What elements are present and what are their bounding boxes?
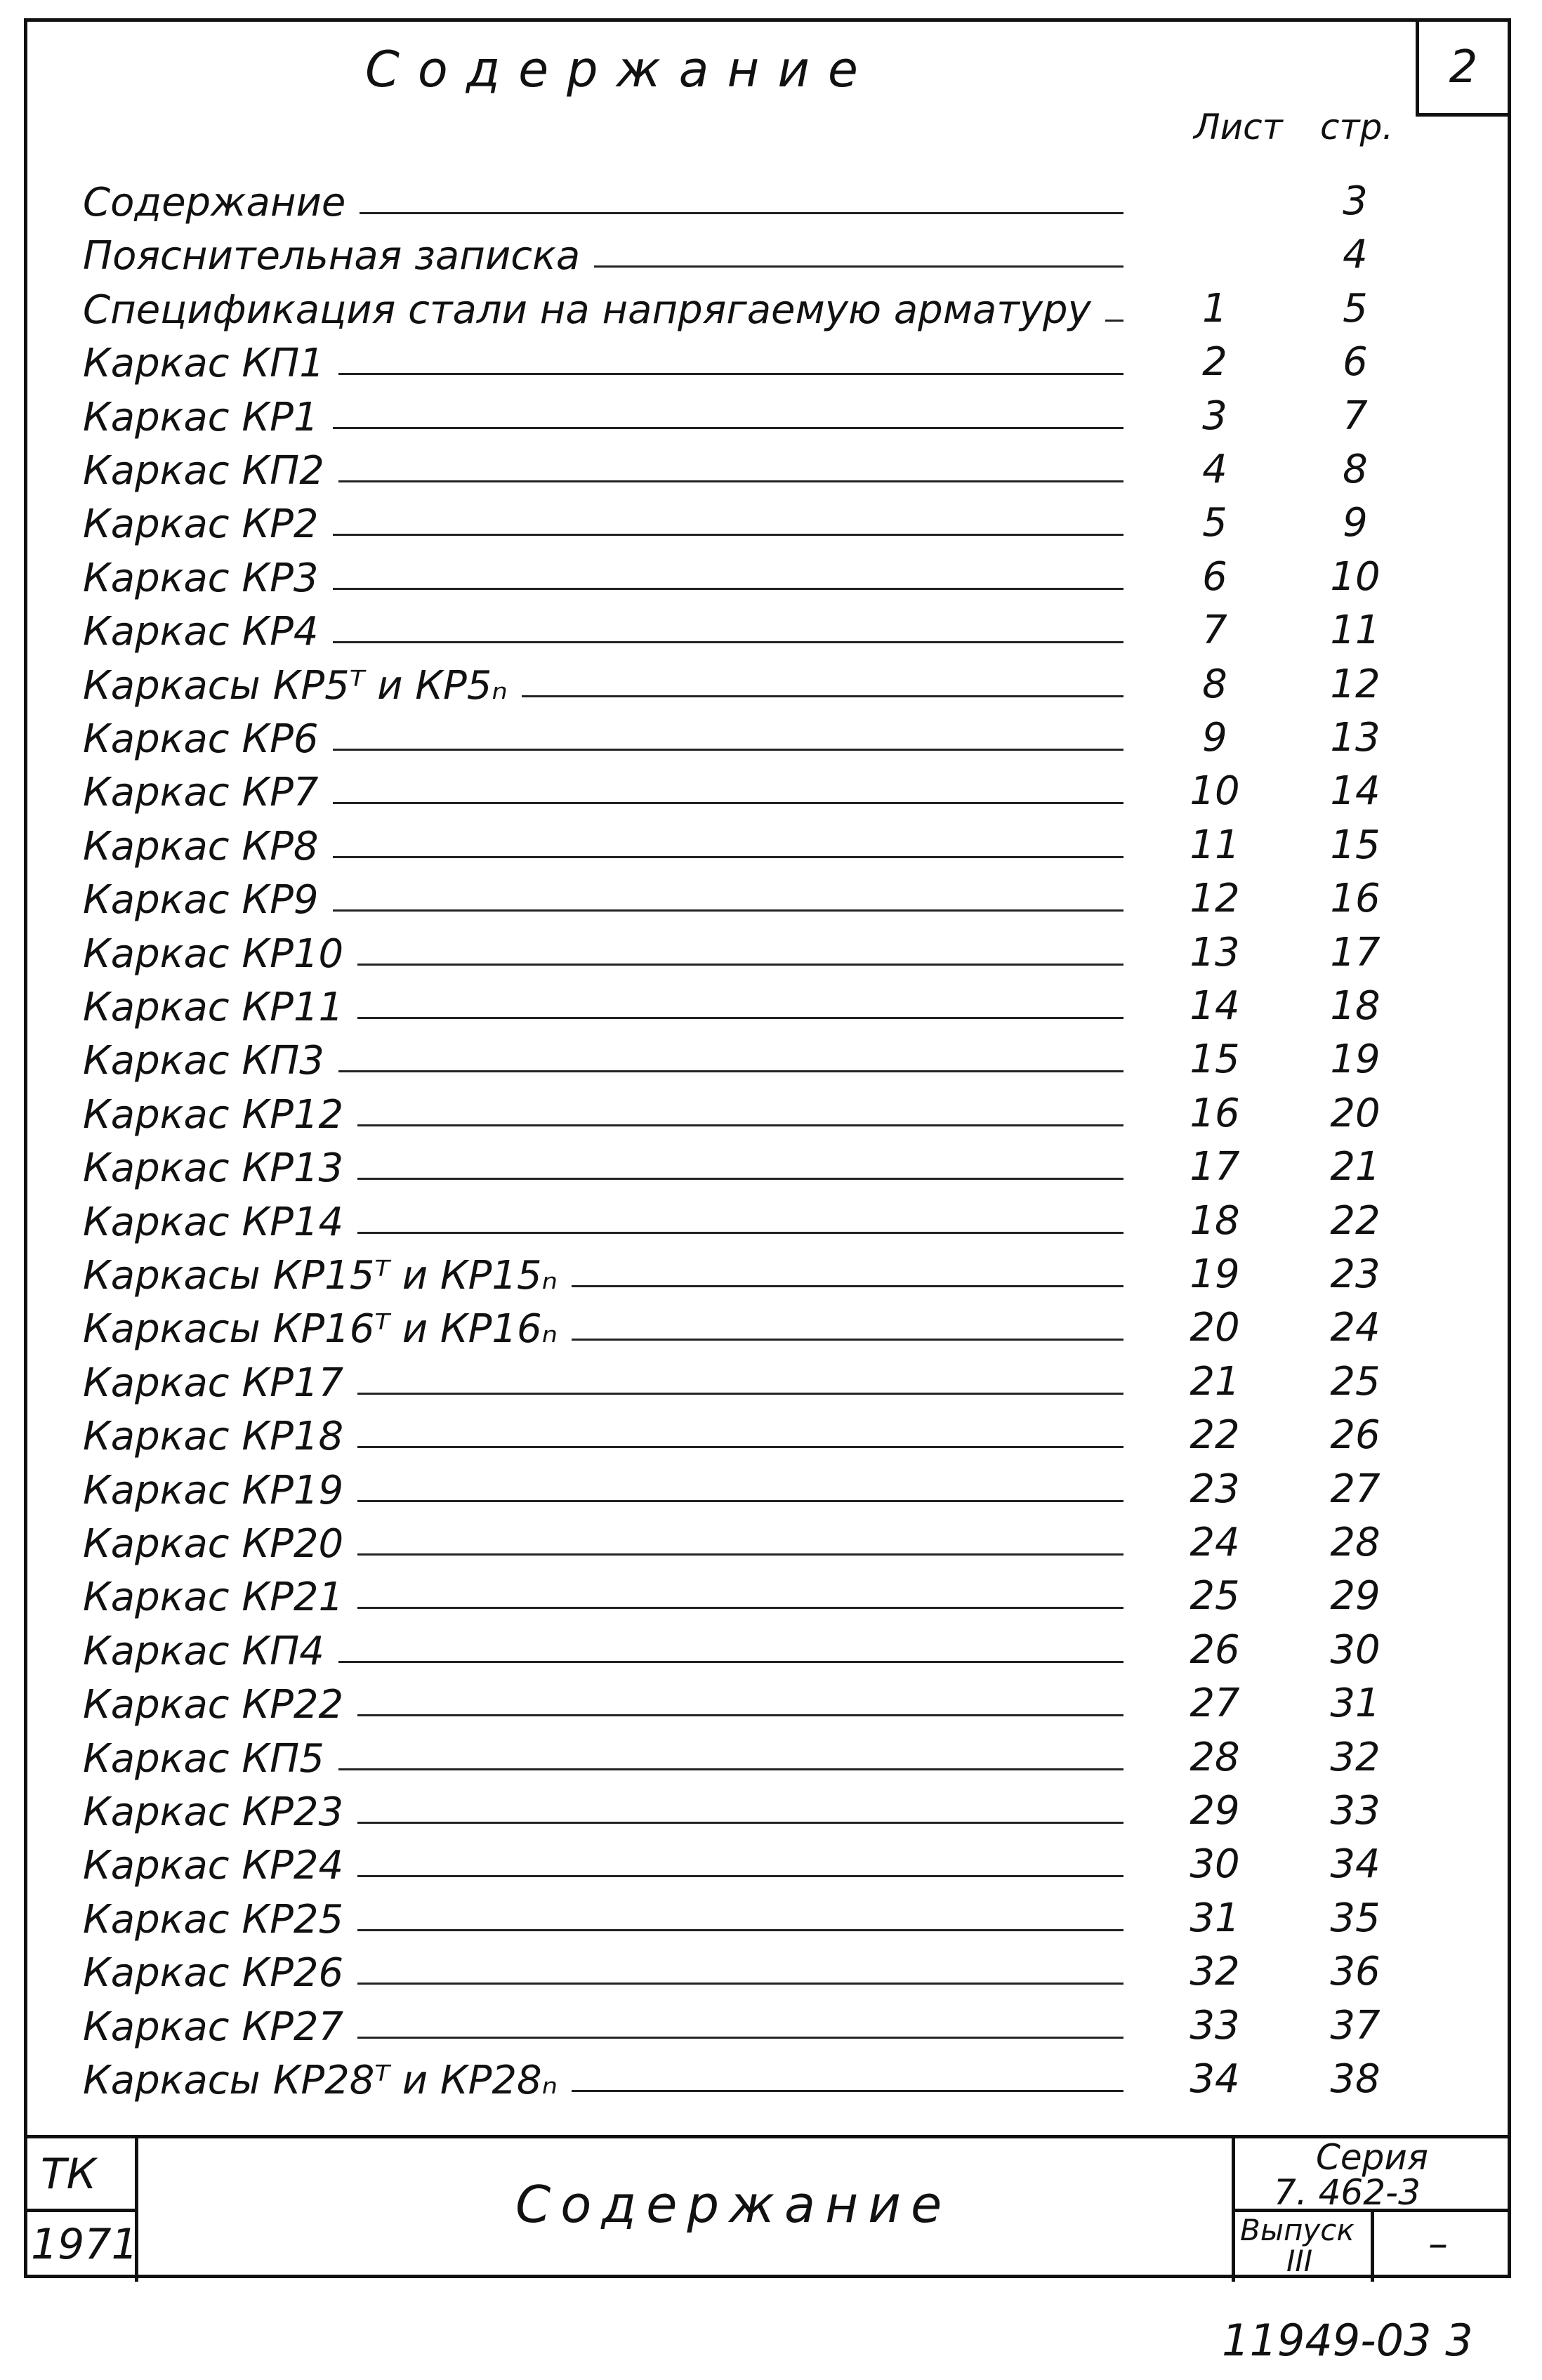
toc-row-page: 13 xyxy=(1330,715,1380,761)
toc-row-page: 11 xyxy=(1330,607,1380,654)
toc-row-sheet: 34 xyxy=(1190,2056,1240,2102)
inventory-number: 11949-03 3 xyxy=(1222,2315,1473,2366)
toc-row xyxy=(0,1517,1510,1570)
toc-row-sheet: 18 xyxy=(1190,1197,1240,1244)
toc-row xyxy=(0,927,1510,980)
page-title: Содержание xyxy=(365,41,876,98)
toc-row-sheet: 6 xyxy=(1202,553,1227,600)
toc-row-leader-line xyxy=(338,1768,1123,1770)
toc-row-sheet: 23 xyxy=(1190,1466,1240,1512)
toc-row xyxy=(0,1088,1510,1141)
toc-row-sheet: 14 xyxy=(1190,983,1240,1029)
toc-row-leader-line xyxy=(357,1017,1123,1019)
toc-row-label: Каркас КР18 xyxy=(83,1414,344,1460)
issue-value: III xyxy=(1286,2244,1313,2278)
toc-row xyxy=(0,229,1510,282)
toc-row-page: 28 xyxy=(1330,1520,1380,1565)
toc-row-leader-line xyxy=(357,1714,1123,1716)
toc-row-leader-line xyxy=(357,1983,1123,1985)
toc-row-leader-line xyxy=(594,265,1123,268)
toc-row-leader-line xyxy=(338,480,1123,482)
toc-row-leader-line xyxy=(357,1500,1123,1502)
toc-row-leader-line xyxy=(357,1393,1123,1395)
toc-row xyxy=(0,605,1510,658)
toc-row-leader-line xyxy=(357,1178,1123,1180)
toc-row-leader-line xyxy=(572,1285,1123,1287)
toc-row-page: 29 xyxy=(1330,1573,1380,1619)
toc-row-sheet: 9 xyxy=(1202,715,1227,761)
toc-row xyxy=(0,1893,1510,1946)
toc-row-page: 25 xyxy=(1330,1358,1380,1405)
toc-row-label: Каркас КР4 xyxy=(83,609,319,655)
toc-row-label: Каркас КР23 xyxy=(83,1789,344,1835)
toc-row-page: 36 xyxy=(1330,1949,1380,1995)
toc-row-page: 19 xyxy=(1330,1037,1380,1083)
toc-row-sheet: 4 xyxy=(1202,447,1227,492)
toc-row-label: Каркас КР19 xyxy=(83,1467,344,1513)
toc-row-label: Каркасы КР28ᵀ и КР28ₙ xyxy=(83,2058,558,2103)
toc-row-leader-line xyxy=(522,695,1123,697)
toc-row-leader-line xyxy=(360,212,1123,214)
toc-row-sheet: 12 xyxy=(1190,876,1240,922)
toc-row-label: Каркас КР10 xyxy=(83,931,344,977)
toc-row-sheet: 22 xyxy=(1190,1412,1240,1459)
toc-row-label: Каркас КР20 xyxy=(83,1521,344,1567)
toc-row-page: 33 xyxy=(1330,1788,1380,1834)
toc-row-page: 35 xyxy=(1330,1895,1380,1941)
toc-row-label: Каркас КР22 xyxy=(83,1682,344,1728)
toc-row xyxy=(0,1302,1510,1355)
toc-row xyxy=(0,1839,1510,1892)
toc-row-leader-line xyxy=(357,1607,1123,1609)
toc-row-label: Каркас КР8 xyxy=(83,823,319,869)
issue-label: Выпуск xyxy=(1240,2213,1355,2247)
toc-row-label: Каркас КП5 xyxy=(83,1735,324,1782)
toc-row-label: Каркас КР26 xyxy=(83,1950,344,1997)
series-label: Серия xyxy=(1316,2137,1428,2178)
issue-dash: – xyxy=(1428,2221,1448,2267)
toc-row xyxy=(0,1678,1510,1731)
toc-row xyxy=(0,390,1510,444)
toc-row-leader-line xyxy=(357,1232,1123,1234)
toc-row xyxy=(0,2053,1510,2107)
toc-row-sheet: 10 xyxy=(1190,768,1240,815)
toc-row-leader-line xyxy=(572,2090,1123,2092)
toc-row-label: Каркас КР24 xyxy=(83,1843,344,1889)
toc-row xyxy=(0,497,1510,551)
toc-row-sheet: 20 xyxy=(1190,1305,1240,1351)
toc-row-sheet: 26 xyxy=(1190,1626,1240,1673)
sheet-number: 2 xyxy=(1416,18,1511,117)
toc-row-label: Каркас КР11 xyxy=(83,985,344,1030)
year: 1971 xyxy=(31,2220,138,2269)
toc-row-label: Содержание xyxy=(83,180,346,225)
toc-row-sheet: 21 xyxy=(1190,1358,1240,1405)
org-code: ТК xyxy=(41,2150,97,2199)
toc-row-leader-line xyxy=(333,588,1123,590)
toc-row-page: 21 xyxy=(1330,1144,1380,1190)
toc-row-label: Каркас КР1 xyxy=(83,394,319,440)
toc-row-page: 22 xyxy=(1330,1197,1380,1244)
toc-row-sheet: 13 xyxy=(1190,929,1240,975)
title-block-divider-left-h xyxy=(24,2209,136,2212)
toc-row-label: Каркас КР12 xyxy=(83,1091,344,1138)
toc-row-label: Каркасы КР16ᵀ и КР16ₙ xyxy=(83,1306,558,1353)
toc-row-leader-line xyxy=(333,534,1123,536)
toc-row-label: Каркасы КР15ᵀ и КР15ₙ xyxy=(83,1253,558,1299)
toc-row-label: Спецификация стали на напрягаемую арматуру xyxy=(83,287,1091,333)
toc-row-sheet: 3 xyxy=(1202,393,1227,439)
toc-row-page: 16 xyxy=(1330,876,1380,922)
title-block xyxy=(24,2135,1511,2278)
toc-row-page: 20 xyxy=(1330,1090,1380,1136)
toc-row-page: 18 xyxy=(1330,983,1380,1029)
toc-row-page: 7 xyxy=(1343,393,1368,439)
toc-row-label: Каркас КР27 xyxy=(83,2004,344,2050)
toc-row-page: 9 xyxy=(1343,500,1368,546)
toc-row-sheet: 25 xyxy=(1190,1573,1240,1619)
toc-row xyxy=(0,1732,1510,1785)
toc-row-page: 10 xyxy=(1330,553,1380,600)
toc-row-label: Каркас КР9 xyxy=(83,877,319,923)
toc-row-page: 3 xyxy=(1343,178,1368,224)
toc-row xyxy=(0,659,1510,712)
toc-row-leader-line xyxy=(357,1553,1123,1556)
toc-row-label: Пояснительная записка xyxy=(83,233,581,280)
toc-row-sheet: 5 xyxy=(1202,500,1227,546)
toc-row-page: 31 xyxy=(1330,1681,1380,1727)
toc-row-label: Каркасы КР5ᵀ и КР5ₙ xyxy=(83,662,508,709)
title-block-divider-issue xyxy=(1371,2209,1374,2282)
toc-row xyxy=(0,1785,1510,1839)
toc-row-label: Каркас КР14 xyxy=(83,1199,344,1245)
toc-row-leader-line xyxy=(1105,320,1123,322)
toc-row-sheet: 27 xyxy=(1190,1681,1240,1727)
toc-row xyxy=(0,1034,1510,1087)
toc-row-page: 5 xyxy=(1343,285,1368,331)
toc-row xyxy=(0,1249,1510,1302)
toc-row-page: 37 xyxy=(1330,2002,1380,2049)
toc-row xyxy=(0,980,1510,1034)
toc-row xyxy=(0,1141,1510,1195)
toc-row-label: Каркас КР3 xyxy=(83,555,319,601)
toc-row-leader-line xyxy=(333,909,1123,912)
toc-row-page: 12 xyxy=(1330,661,1380,707)
toc-row-label: Каркас КП2 xyxy=(83,448,324,494)
toc-row-leader-line xyxy=(338,1070,1123,1072)
toc-row-sheet: 31 xyxy=(1190,1895,1240,1941)
toc-row xyxy=(0,1570,1510,1624)
toc-row-sheet: 28 xyxy=(1190,1734,1240,1780)
column-header-sheet: Лист xyxy=(1194,107,1283,147)
toc-row xyxy=(0,1409,1510,1463)
series-value: 7. 462-3 xyxy=(1274,2172,1421,2213)
toc-row-leader-line xyxy=(333,856,1123,858)
toc-row-page: 8 xyxy=(1343,447,1368,492)
toc-row-label: Каркас КР13 xyxy=(83,1145,344,1192)
toc-row-page: 23 xyxy=(1330,1251,1380,1297)
toc-row-leader-line xyxy=(357,1875,1123,1877)
toc-row-leader-line xyxy=(357,964,1123,966)
toc-row-label: Каркас КП1 xyxy=(83,341,324,387)
toc-row xyxy=(0,2000,1510,2053)
toc-row-leader-line xyxy=(357,1822,1123,1824)
toc-row-label: Каркас КР7 xyxy=(83,770,319,816)
toc-row xyxy=(0,336,1510,390)
toc-row-leader-line xyxy=(572,1339,1123,1341)
toc-row-sheet: 8 xyxy=(1202,661,1227,707)
toc-row-leader-line xyxy=(357,1124,1123,1126)
toc-row-page: 32 xyxy=(1330,1734,1380,1780)
toc-row xyxy=(0,283,1510,336)
toc-row-page: 6 xyxy=(1343,339,1368,386)
toc-row-label: Каркас КП4 xyxy=(83,1628,324,1674)
toc-row-sheet: 29 xyxy=(1190,1788,1240,1834)
toc-row-sheet: 32 xyxy=(1190,1949,1240,1995)
toc-row-page: 17 xyxy=(1330,929,1380,975)
toc-row-label: Каркас КР2 xyxy=(83,501,319,548)
toc-row xyxy=(0,712,1510,765)
toc-row-sheet: 16 xyxy=(1190,1090,1240,1136)
toc-row xyxy=(0,765,1510,819)
toc-row-page: 30 xyxy=(1330,1626,1380,1673)
toc-row-sheet: 11 xyxy=(1190,822,1240,868)
toc-row-page: 38 xyxy=(1330,2056,1380,2102)
toc-row-page: 34 xyxy=(1330,1841,1380,1888)
toc-row xyxy=(0,1946,1510,1999)
toc-row-sheet: 7 xyxy=(1202,607,1227,654)
column-header-page: стр. xyxy=(1320,107,1394,147)
toc-row-leader-line xyxy=(357,1929,1123,1931)
toc-row-label: Каркас КР21 xyxy=(83,1574,344,1621)
toc-row-page: 4 xyxy=(1343,232,1368,278)
toc-row-label: Каркас КР6 xyxy=(83,716,319,762)
toc-row xyxy=(0,176,1510,229)
toc-row-page: 24 xyxy=(1330,1305,1380,1351)
toc-row-leader-line xyxy=(357,2037,1123,2039)
toc-row-sheet: 24 xyxy=(1190,1520,1240,1565)
toc-row xyxy=(0,1464,1510,1517)
toc-row-leader-line xyxy=(333,641,1123,643)
toc-row-leader-line xyxy=(338,1661,1123,1663)
toc-row xyxy=(0,873,1510,926)
toc-row-page: 27 xyxy=(1330,1466,1380,1512)
toc-row-sheet: 19 xyxy=(1190,1251,1240,1297)
toc-row-leader-line xyxy=(333,802,1123,804)
toc-row-label: Каркас КР17 xyxy=(83,1360,344,1406)
toc-row xyxy=(0,1195,1510,1249)
toc-row xyxy=(0,444,1510,497)
toc-row-sheet: 33 xyxy=(1190,2002,1240,2049)
toc-row-page: 15 xyxy=(1330,822,1380,868)
toc-row-leader-line xyxy=(338,373,1123,375)
toc-row-sheet: 17 xyxy=(1190,1144,1240,1190)
toc-row-label: Каркас КР25 xyxy=(83,1896,344,1942)
toc-row-page: 26 xyxy=(1330,1412,1380,1459)
toc-row-leader-line xyxy=(333,749,1123,751)
toc-row-sheet: 2 xyxy=(1202,339,1227,386)
toc-row xyxy=(0,1356,1510,1409)
title-block-title: Содержание xyxy=(515,2175,952,2234)
toc-row-leader-line xyxy=(333,427,1123,429)
toc-row-sheet: 15 xyxy=(1190,1037,1240,1083)
toc-row xyxy=(0,551,1510,605)
toc-row-sheet: 1 xyxy=(1202,285,1227,331)
toc-row xyxy=(0,1624,1510,1678)
toc-row-page: 14 xyxy=(1330,768,1380,815)
toc-row-label: Каркас КП3 xyxy=(83,1038,324,1084)
toc-row-sheet: 30 xyxy=(1190,1841,1240,1888)
toc-row xyxy=(0,820,1510,873)
toc-row-leader-line xyxy=(357,1446,1123,1448)
